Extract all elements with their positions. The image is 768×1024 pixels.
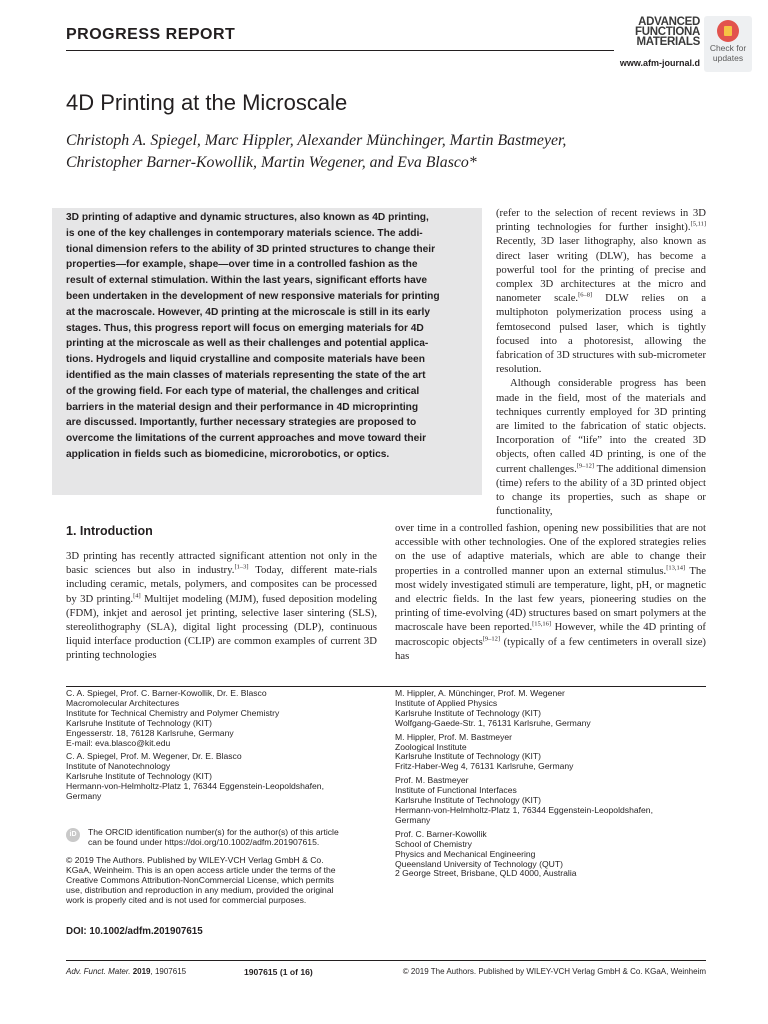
- citation-ref[interactable]: [1–3]: [234, 563, 249, 571]
- journal-logo-line: FUNCTIONA: [634, 26, 700, 38]
- orcid-icon[interactable]: iD: [66, 828, 80, 842]
- affiliation-block: [395, 689, 706, 729]
- journal-logo-line: ADVANCED: [638, 16, 700, 28]
- citation-ref[interactable]: [15,16]: [532, 620, 552, 628]
- citation-ref[interactable]: [9–12]: [482, 635, 501, 643]
- abstract: [66, 210, 470, 463]
- license-line: use, distribution and reproduction in any medium, provided the original: [66, 884, 334, 895]
- author-line: Christoph A. Spiegel, Marc Hippler, Alexander Münchinger, Martin Bastmeyer,: [66, 132, 567, 149]
- abstract-line: of the growing field. For each type of material, the challenges and critical: [66, 385, 420, 397]
- citation-ref[interactable]: [13,14]: [666, 564, 686, 572]
- abstract-line: properties—for example, shape—over time in a controlled fashion as the: [66, 259, 418, 271]
- affiliation-line: Institute of Nanotechnology: [66, 761, 171, 772]
- affiliation-line: Hermann-von-Helmholtz-Platz 1, 76344 Eggenstein-Leopoldshafen,: [395, 804, 653, 815]
- section-label: PROGRESS REPORT: [66, 26, 236, 43]
- license-line: Creative Commons Attribution-NonCommercial License, which permits: [66, 874, 334, 885]
- affiliation-line: Wolfgang-Gaede-Str. 1, 76131 Karlsruhe, Germany: [395, 717, 591, 728]
- footnote-rule: [66, 686, 706, 687]
- affiliation-line: Prof. C. Barner-Kowollik: [395, 828, 487, 839]
- affiliation-line: Physics and Mechanical Engineering: [395, 848, 536, 859]
- affiliation-line: Institute of Applied Physics: [395, 697, 498, 708]
- affiliation-line: M. Hippler, A. Münchinger, Prof. M. Wegener: [395, 688, 565, 698]
- article-title: 4D Printing at the Microscale: [66, 90, 348, 115]
- body-paragraph: over time in a controlled fashion, opening new possibilities that are not accessible with other technologies. One of the explored strategies relies on the use of adaptive materials, which are able to change their properties in a controlled manner upon an external stimulus.[13,14] The most widely investigated stimuli are temperature, light, pH, or magnetic and electric fields. In the last few years, pioneering studies on the printing of time-evolving (4D) structures based on smart polymers at the macroscale have been reported.[15,16] However, while the 4D printing of macroscopic objects[9–12] (typically of a few centimeters in overall size) has: [395, 522, 706, 662]
- affiliation-block: [395, 830, 706, 880]
- license-line: work is properly cited and is not used for commercial purposes.: [66, 894, 307, 905]
- orcid-note-line[interactable]: can be found under https://doi.org/10.1002/adfm.201907615.: [88, 836, 320, 847]
- affiliation-line: Karlsruhe Institute of Technology (KIT): [66, 771, 213, 782]
- affiliation-line: Karlsruhe Institute of Technology (KIT): [395, 751, 542, 762]
- check-for-updates-badge[interactable]: [704, 16, 752, 72]
- body-paragraph: (refer to the selection of recent reviews in 3D printing technologies for further insight).[5,11] Recently, 3D laser lithography, also known as direct laser writing (DLW), has become a powerful tool for the printing of precise and complex 3D architectures at the micro and nanometer scale.[6–8] DLW relies on a multiphoton polymerization process using a femtosecond pulsed laser, which is tightly focused into a photoresist, allowing the fabrication of 3D structures with sub-micrometer resolution.: [496, 207, 706, 376]
- journal-logo: [622, 17, 700, 47]
- section-heading-introduction: 1. Introduction: [66, 524, 153, 538]
- affiliation-line: Institute for Technical Chemistry and Polymer Chemistry: [66, 707, 280, 718]
- footer-copyright: © 2019 The Authors. Published by WILEY-VCH Verlag GmbH & Co. KGaA, Weinheim: [402, 967, 706, 976]
- check-for-updates-label: [704, 44, 752, 63]
- affiliation-block: [395, 776, 706, 826]
- header-rule: [66, 50, 614, 51]
- affiliation-email[interactable]: E-mail: eva.blasco@kit.edu: [66, 737, 171, 748]
- affiliation-line: Prof. M. Bastmeyer: [395, 775, 469, 786]
- author-list: [66, 130, 706, 174]
- affiliations-right: [395, 689, 706, 879]
- affiliation-block: [66, 689, 381, 748]
- page-number: 1907615 (1 of 16): [244, 967, 313, 977]
- abstract-line: 3D printing of adaptive and dynamic structures, also known as 4D printing,: [66, 212, 429, 223]
- body-column-right: [395, 521, 706, 663]
- citation-ref[interactable]: [9–12]: [576, 462, 595, 470]
- abstract-line: been undertaken in the development of new responsive materials for printing: [66, 290, 440, 302]
- affiliation-line: C. A. Spiegel, Prof. M. Wegener, Dr. E. Blasco: [66, 751, 242, 762]
- author-line: Christopher Barner-Kowollik, Martin Wegener, and Eva Blasco*: [66, 154, 477, 171]
- abstract-line: tions. Hydrogels and liquid crystalline and composite materials have been: [66, 354, 425, 366]
- citation-ref[interactable]: [6–8]: [578, 291, 593, 299]
- abstract-line: at the macroscale. However, 4D printing at the microscale is still in its early: [66, 306, 431, 318]
- abstract-line: identified as the main classes of materials representing the state of the art: [66, 369, 426, 381]
- affiliation-line: Germany: [66, 791, 102, 802]
- affiliation-line: Fritz-Haber-Weg 4, 76131 Karlsruhe, Germany: [395, 761, 574, 772]
- footer-rule: [66, 960, 706, 961]
- affiliations-left: [66, 689, 381, 802]
- abstract-line: barriers in the material design and their performance in 4D microprinting: [66, 401, 419, 413]
- check-for-updates-icon: [717, 20, 739, 42]
- abstract-line: stages. Thus, this progress report will focus on emerging materials for 4D: [66, 322, 424, 334]
- license-line: KGaA, Weinheim. This is an open access article under the terms of the: [66, 864, 336, 875]
- license-note: [66, 856, 381, 906]
- affiliation-line: Institute of Functional Interfaces: [395, 785, 517, 796]
- abstract-line: printing at the microscale as well as their challenges and potential applica-: [66, 338, 429, 350]
- affiliation-line: School of Chemistry: [395, 838, 472, 849]
- affiliation-block: [395, 733, 706, 773]
- affiliation-line: Karlsruhe Institute of Technology (KIT): [395, 795, 542, 806]
- check-label-line: Check for: [709, 43, 747, 53]
- affiliation-line: Macromolecular Architectures: [66, 697, 180, 708]
- affiliation-line: Engesserstr. 18, 76128 Karlsruhe, Germany: [66, 727, 234, 738]
- affiliation-line: Hermann-von-Helmholtz-Platz 1, 76344 Eggenstein-Leopoldshafen,: [66, 781, 324, 792]
- affiliation-line: Karlsruhe Institute of Technology (KIT): [395, 707, 542, 718]
- body-column-right-top: [496, 206, 706, 518]
- affiliation-line: Karlsruhe Institute of Technology (KIT): [66, 717, 213, 728]
- abstract-line: is one of the key challenges in contemporary materials science. The addi-: [66, 227, 423, 239]
- body-paragraph: Although considerable progress has been made in the field, most of the materials and techniques currently employed for 3D printing are limited to the fabrication of static objects. Incorporation of “life” into the created 3D objects, often called 4D printing, is one of the current challenges.[9–12] The additional dimension (time) refers to the ability of a 3D printed object to change its properties, such as shape or functionality,: [496, 377, 706, 518]
- abstract-line: result of external stimulation. Within the last years, significant efforts have: [66, 275, 428, 287]
- affiliation-line: Queensland University of Technology (QUT): [395, 858, 563, 869]
- footer-citation: Adv. Funct. Mater. 2019, 1907615: [66, 967, 187, 976]
- affiliation-line: 2 George Street, Brisbane, QLD 4000, Australia: [395, 868, 577, 879]
- affiliation-block: [66, 752, 381, 802]
- orcid-note-line: The ORCID identification number(s) for the author(s) of this article: [88, 827, 339, 837]
- journal-url[interactable]: www.afm-journal.d: [619, 58, 700, 68]
- abstract-line: are discussed. Importantly, further necessary strategies are proposed to: [66, 417, 417, 429]
- abstract-line: overcome the limitations of the current approaches and move toward their: [66, 433, 427, 445]
- journal-logo-line: MATERIALS: [636, 36, 700, 48]
- abstract-line: application in fields such as biomedicine, microrobotics, or optics.: [66, 448, 390, 460]
- body-paragraph: 3D printing has recently attracted significant attention not only in the basic sciences but also in industry.[1–3] Today, different mate-rials including ceramic, metals, polymers, and composites can be processed by 3D printing.[4] Multijet modeling (MJM), fused deposition modeling (FDM), inkjet and aerosol jet printing, selective laser sintering (SLS), stereolithography (SLA), digital light processing (DLP), continuous liquid interface production (CLIP) are common examples of current 3D printing technologies: [66, 550, 378, 662]
- check-label-line: updates: [712, 52, 744, 63]
- abstract-line: tional dimension refers to the ability of 3D printed structures to change their: [66, 243, 436, 255]
- orcid-note: [88, 828, 380, 848]
- affiliation-line: Germany: [395, 814, 431, 825]
- license-line: © 2019 The Authors. Published by WILEY-VCH Verlag GmbH & Co.: [66, 855, 324, 865]
- body-column-left: [66, 549, 377, 663]
- citation-ref[interactable]: [4]: [133, 592, 141, 600]
- affiliation-line: C. A. Spiegel, Prof. C. Barner-Kowollik, Dr. E. Blasco: [66, 688, 267, 698]
- affiliation-line: Zoological Institute: [395, 741, 467, 752]
- doi-link[interactable]: DOI: 10.1002/adfm.201907615: [66, 926, 203, 937]
- affiliation-line: M. Hippler, Prof. M. Bastmeyer: [395, 731, 513, 742]
- citation-ref[interactable]: [5,11]: [690, 220, 706, 228]
